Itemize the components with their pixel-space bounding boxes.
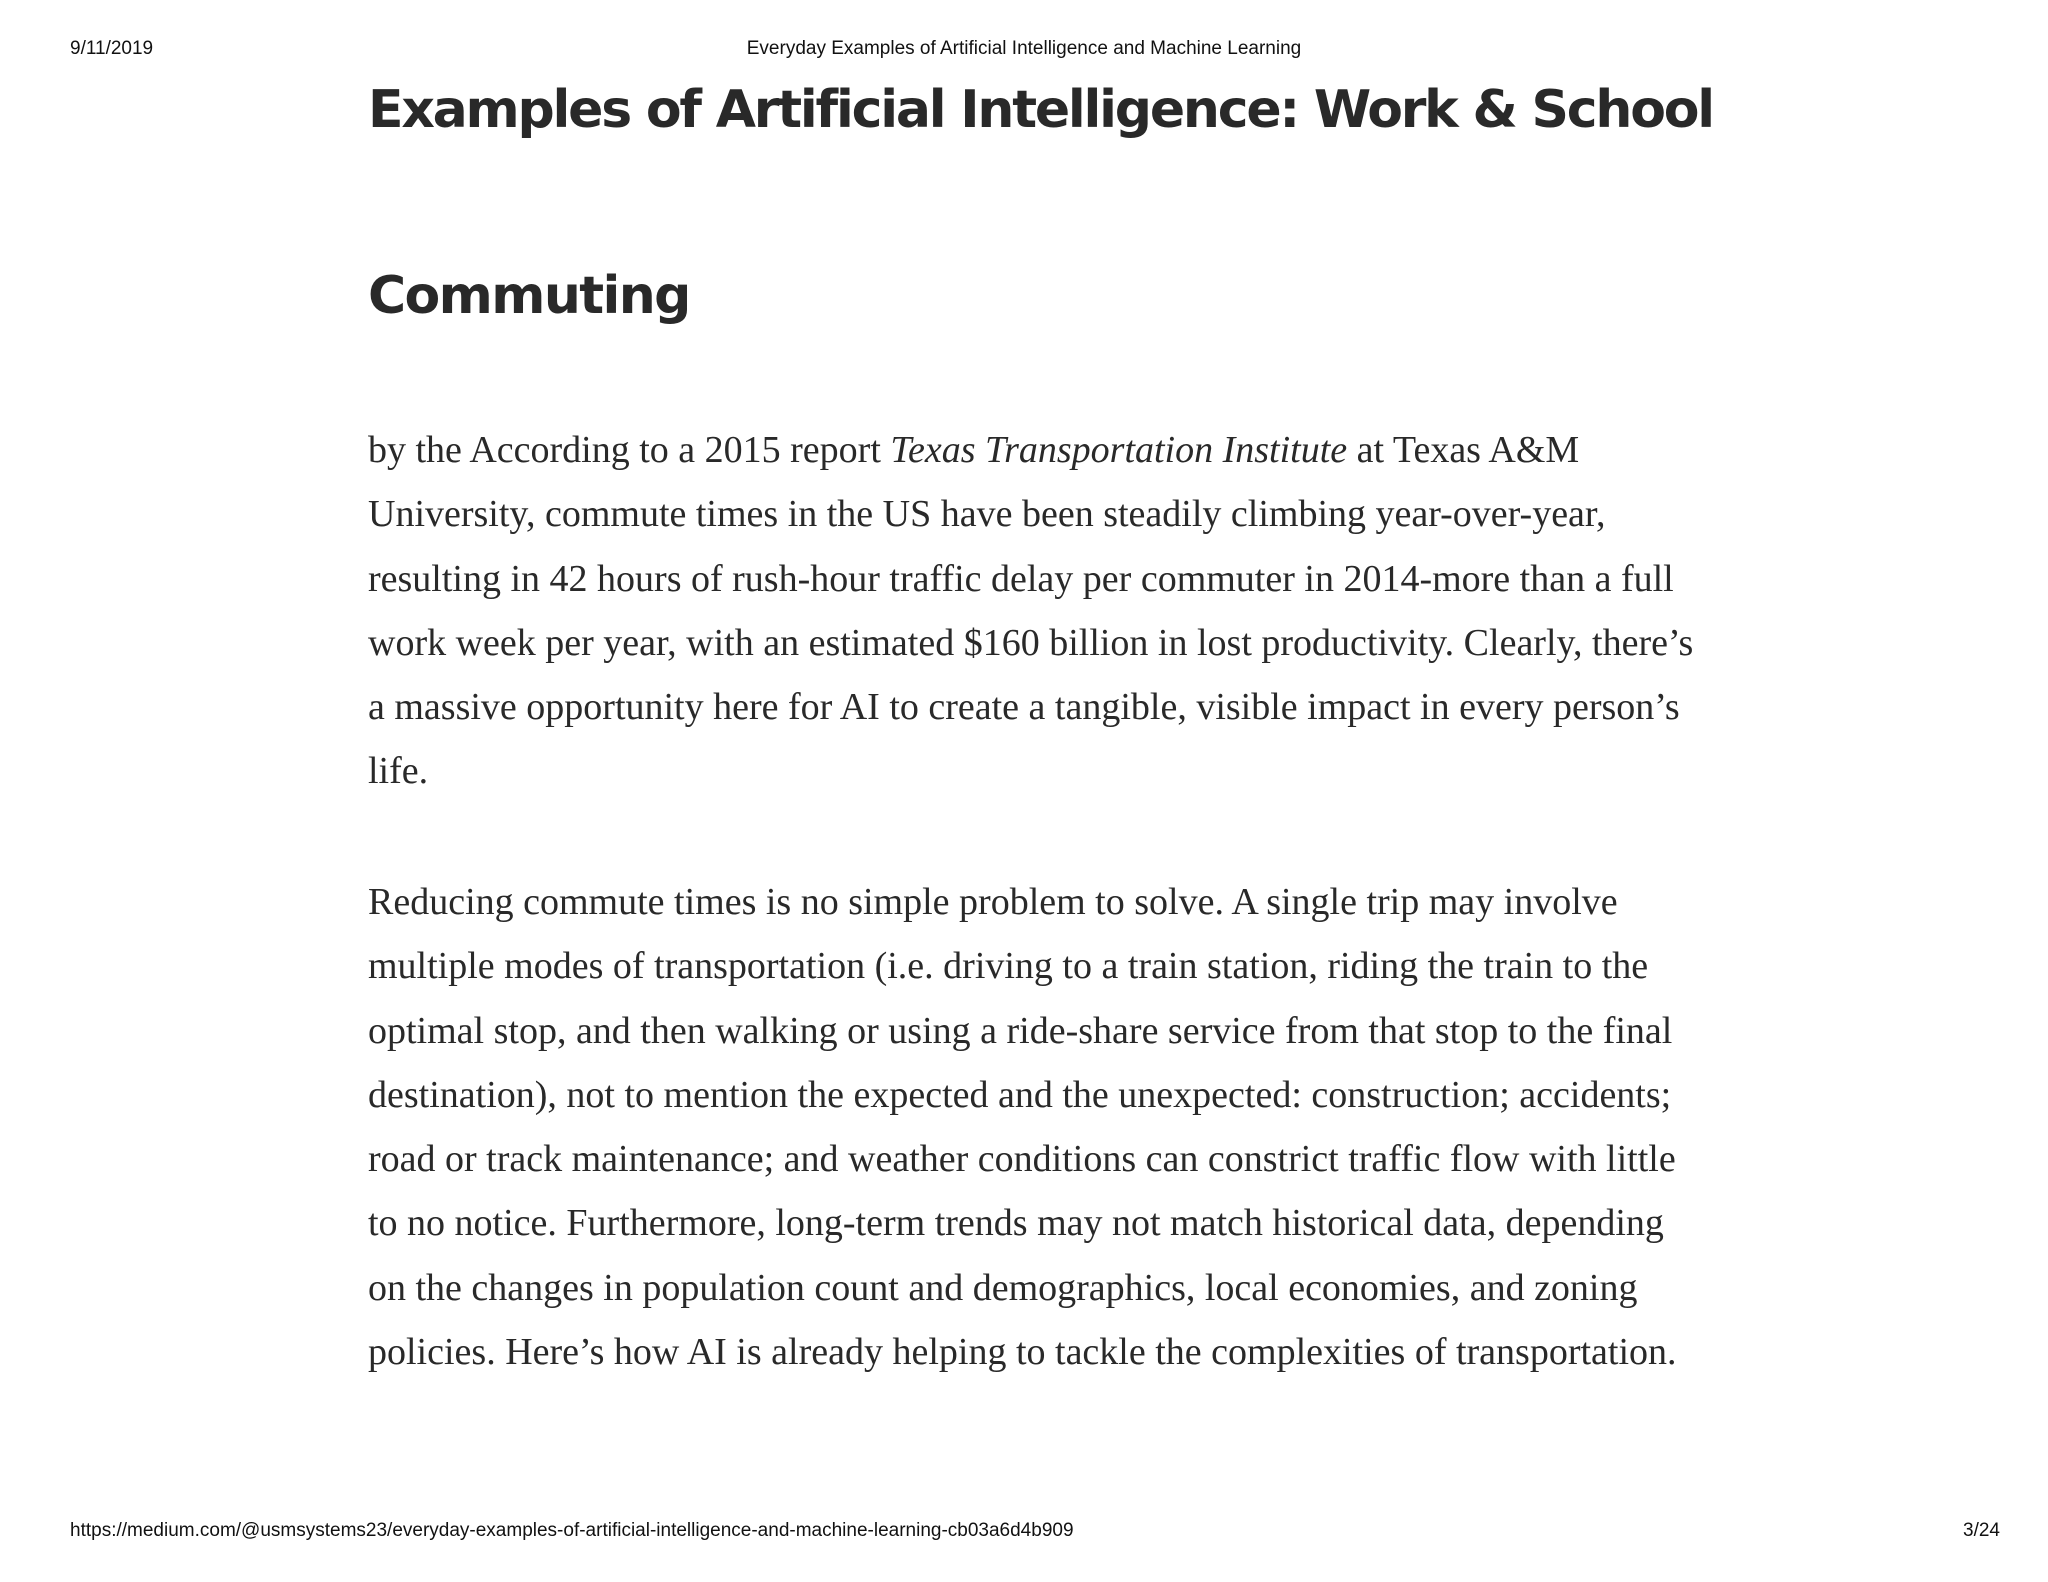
paragraph-text: by the According to a 2015 report (368, 429, 891, 471)
article-title: Examples of Artificial Intelligence: Work & School (368, 80, 1713, 140)
page-number: 3/24 (1963, 1520, 2000, 1541)
section-heading-commuting: Commuting (368, 266, 690, 326)
paragraph-text: at Texas A&M University, commute times in the US have been steadily climbing year-over-year, resulting in 42 hours of rush-hour traffic delay per commuter in 2014-more than a full work week per year, with an estimated $160 billion in lost productivity. Clearly, there’s a massive opportunity here for AI to create a tangible, visible impact in every person’s life. (368, 429, 1694, 793)
print-url: https://medium.com/@usmsystems23/everyday-examples-of-artificial-intelligence-and-machine-learning-cb03a6d4b909 (70, 1520, 1074, 1541)
article (368, 70, 1713, 1374)
print-page-title: Everyday Examples of Artificial Intelligence and Machine Learning (746, 38, 1302, 59)
print-footer (0, 1520, 2048, 1544)
print-header (0, 38, 2048, 62)
print-date: 9/11/2019 (70, 38, 154, 59)
paragraph-commute-complexity: Reducing commute times is no simple problem to solve. A single trip may involve multiple modes of transportation (i.e. driving to a train station, riding the train to the optimal stop, and then walking or using a ride-share service from that stop to the final destination), not to mention the expected and the unexpected: construction; accidents; road or track maintenance; and weather conditions can constrict traffic flow with little to no notice. Furthermore, long-term trends may not match historical data, depending on the changes in population count and demographics, local economies, and zoning policies. Here’s how AI is already helping to tackle the complexities of transportation. (368, 881, 1677, 1374)
institute-name: Texas Transportation Institute (890, 429, 1348, 471)
paragraph-commute-report (368, 418, 1708, 804)
